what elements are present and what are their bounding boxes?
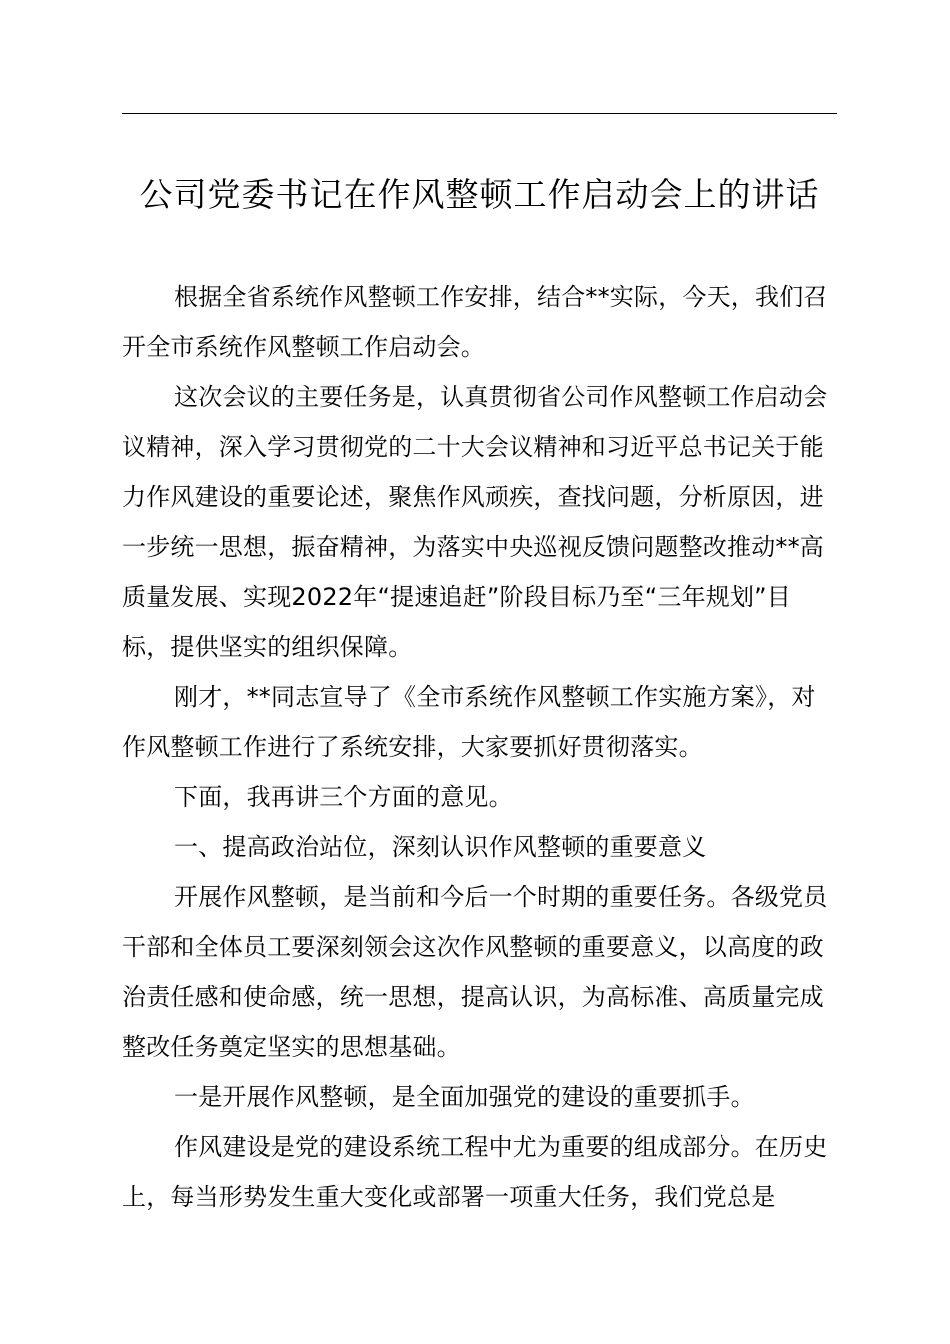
paragraph-subpoint-1-body: 作风建设是党的建设系统工程中尤为重要的组成部分。在历史上，每当形势发生重大变化或部署一项重大任务，我们党总是 xyxy=(122,1133,828,1211)
header-rule xyxy=(122,113,837,114)
section-heading-1: 一、提高政治站位，深刻认识作风整顿的重要意义 xyxy=(174,833,707,861)
paragraph-main-task: 这次会议的主要任务是，认真贯彻省公司作风整顿工作启动会议精神，深入学习贯彻党的二十大会议精神和习近平总书记关于能力作风建设的重要论述，聚焦作风顽疾，查找问题，分析原因，进一步统一思想，振奋精神，为落实中央巡视反馈问题整改推动**高质量发展、实现2022年“提速追赶”阶段目标乃至“三年规划”目标，提供坚实的组织保障。 xyxy=(122,383,828,661)
document-title: 公司党委书记在作风整顿工作启动会上的讲话 xyxy=(139,175,820,214)
subpoint-1: 一是开展作风整顿，是全面加强党的建设的重要抓手。 xyxy=(174,1083,755,1111)
paragraph-plan-announced: 刚才，**同志宣导了《全市系统作风整顿工作实施方案》，对作风整顿工作进行了系统安排，大家要抓好贯彻落实。 xyxy=(122,683,816,761)
paragraph-transition: 下面，我再讲三个方面的意见。 xyxy=(174,783,513,811)
paragraph-section-1-intro: 开展作风整顿，是当前和今后一个时期的重要任务。各级党员干部和全体员工要深刻领会这次作风整顿的重要意义，以高度的政治责任感和使命感，统一思想，提高认识，为高标准、高质量完成整改任务奠定坚实的思想基础。 xyxy=(122,883,828,1061)
document-body xyxy=(122,272,837,1222)
paragraph-intro: 根据全省系统作风整顿工作安排，结合**实际，今天，我们召开全市系统作风整顿工作启动会。 xyxy=(122,283,828,361)
